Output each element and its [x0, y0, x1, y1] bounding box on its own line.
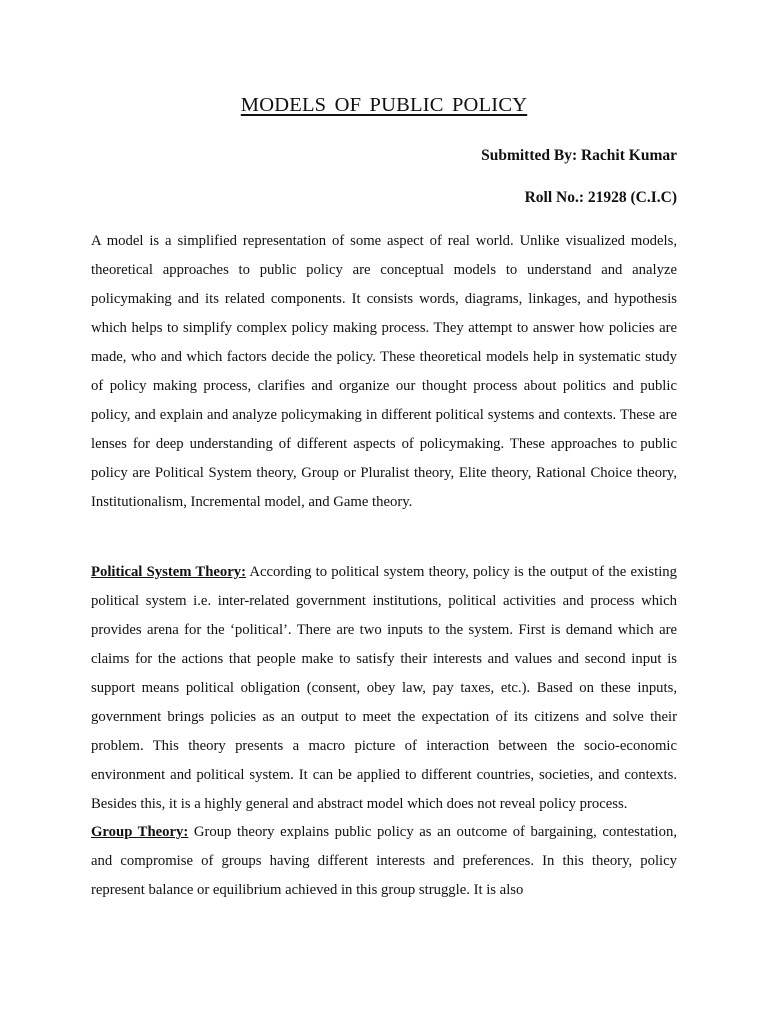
section-body-group-theory: Group theory explains public policy as an outcome of bargaining, contestation, and compromise of groups having different interests and preferences. In this theory, policy represent balance or equilibrium achieved in this group struggle. It is also: [91, 824, 677, 898]
group-theory-paragraph: [91, 818, 677, 905]
submitted-by: Submitted By: Rachit Kumar: [481, 147, 677, 164]
document-title: MODELS OF PUBLIC POLICY: [240, 94, 528, 116]
roll-number: Roll No.: 21928 (C.I.C): [524, 189, 677, 206]
section-heading-group-theory: Group Theory:: [91, 824, 189, 840]
political-system-theory-paragraph: [91, 558, 677, 819]
section-heading-political-system-theory: Political System Theory:: [91, 564, 247, 580]
section-body-political-system-theory: According to political system theory, policy is the output of the existing political system i.e. inter-related government institutions, political activities and process which provides arena for the ‘political’. There are two inputs to the system. First is demand which are claims for the actions that people make to satisfy their interests and values and second input is support means political obligation (consent, obey law, pay taxes, etc.). Based on these inputs, government brings policies as an output to meet the expectation of its citizens and solve their problem. This theory presents a macro picture of interaction between the socio-economic environment and political system. It can be applied to different countries, societies, and contexts. Besides this, it is a highly general and abstract model which does not reveal policy process.: [91, 564, 677, 812]
intro-paragraph: A model is a simplified representation of some aspect of real world. Unlike visualized models, theoretical approaches to public policy are conceptual models to understand and analyze policymaking and its related components. It consists words, diagrams, linkages, and hypothesis which helps to simplify complex policy making process. They attempt to answer how policies are made, who and which factors decide the policy. These theoretical models help in systematic study of policy making process, clarifies and organize our thought process about politics and public policy, and explain and analyze policymaking in different political systems and contexts. These are lenses for deep understanding of different aspects of policymaking. These approaches to public policy are Political System theory, Group or Pluralist theory, Elite theory, Rational Choice theory, Institutionalism, Incremental model, and Game theory.: [91, 233, 677, 510]
